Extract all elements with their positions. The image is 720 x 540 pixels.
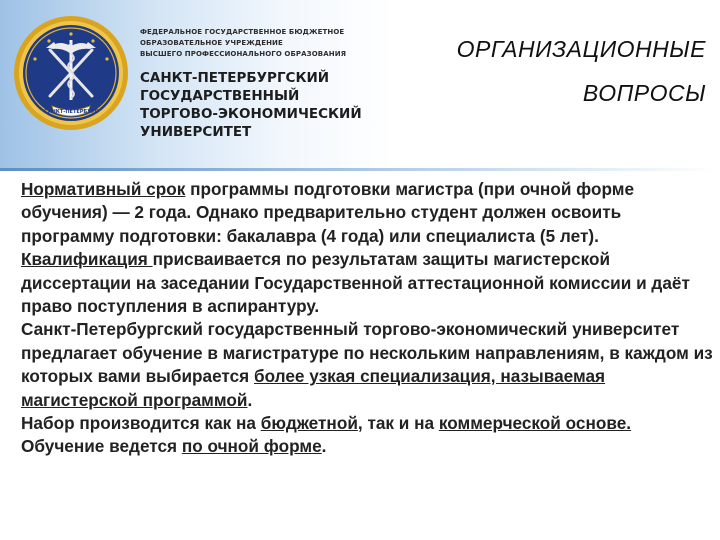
paragraph-text: программы подготовки магистра (при очной форме обучения) — 2 года. Однако предварительно студент должен освоить программу подготовки: бакалавра (4 года) или специалиста (5 лет).	[21, 179, 635, 246]
slide-title-line2: ВОПРОСЫ	[582, 80, 706, 106]
paragraph-text: Санкт-Петербургский государственный торгово-экономический университет предлагает обучение в магистратуре по нескольким направлениям, в каждом из которых вами выбирается	[21, 319, 713, 387]
slide-title-line1: ОРГАНИЗАЦИОННЫЕ	[456, 36, 706, 62]
term-qualification: Квалификация	[21, 249, 153, 270]
paragraph-end: .	[321, 436, 327, 457]
university-name-line: УНИВЕРСИТЕТ	[140, 124, 252, 140]
paragraph-text: Обучение ведется	[21, 436, 182, 457]
header-divider	[0, 168, 720, 171]
paragraph-university-offer	[21, 318, 713, 412]
university-subtitle-line: ФЕДЕРАЛЬНОЕ ГОСУДАРСТВЕННОЕ БЮДЖЕТНОЕ	[140, 28, 345, 36]
paragraph-qualification	[21, 248, 713, 318]
paragraph-end: .	[247, 389, 253, 410]
term-specialization: более узкая специализация, называемая магистерской программой	[21, 366, 606, 410]
slide-body	[21, 178, 713, 459]
paragraph-enrollment	[21, 412, 713, 435]
university-name-line: САНКТ-ПЕТЕРБУРГСКИЙ	[140, 70, 330, 86]
university-name-line: ГОСУДАРСТВЕННЫЙ	[140, 88, 300, 104]
university-name-line: ТОРГОВО-ЭКОНОМИЧЕСКИЙ	[140, 106, 362, 122]
paragraph-text: , так и на	[357, 413, 439, 434]
paragraph-text: присваивается по результатам защиты магистерской диссертации на заседании Государственной аттестационной комиссии и даёт право поступления в аспирантуру.	[21, 249, 690, 317]
university-emblem-icon	[12, 14, 130, 132]
term-budget: бюджетной	[260, 413, 358, 434]
term-normative-duration: Нормативный срок	[21, 179, 186, 199]
paragraph-text: Набор производится как на	[21, 413, 261, 434]
university-name	[140, 69, 370, 141]
paragraph-duration	[21, 178, 713, 248]
university-subtitle-line: ОБРАЗОВАТЕЛЬНОЕ УЧРЕЖДЕНИЕ	[140, 39, 283, 47]
term-commercial: коммерческой основе.	[438, 413, 632, 434]
term-full-time: по очной форме	[181, 436, 322, 457]
university-subtitle-line: ВЫСШЕГО ПРОФЕССИОНАЛЬНОГО ОБРАЗОВАНИЯ	[140, 50, 347, 58]
svg-text:САНКТ-ПЕТЕРБУРГ: САНКТ-ПЕТЕРБУРГ	[44, 109, 98, 115]
university-subtitle	[140, 27, 347, 60]
paragraph-study-form	[21, 435, 713, 458]
